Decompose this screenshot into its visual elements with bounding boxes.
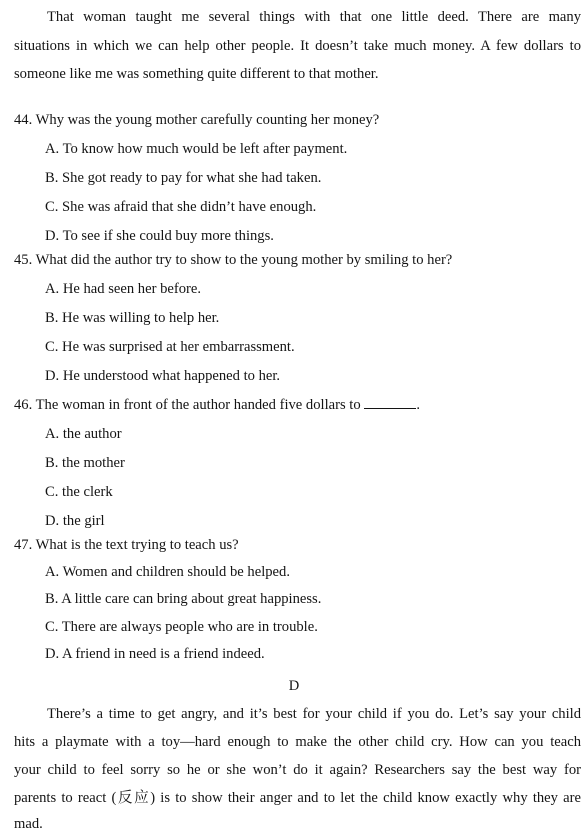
question-stem: 44. Why was the young mother carefully counting her money? [14, 112, 380, 128]
paragraph-line: situations in which we can help other people. It doesn’t take much money. A few dollars to [14, 38, 581, 54]
option-d: D. the girl [45, 513, 105, 529]
option-a: A. the author [45, 426, 122, 442]
option-d: D. A friend in need is a friend indeed. [45, 646, 265, 662]
option-c: C. There are always people who are in trouble. [45, 619, 318, 635]
paragraph-line: That woman taught me several things with that one little deed. There are many [47, 9, 581, 25]
option-a: A. To know how much would be left after payment. [45, 141, 348, 157]
option-b: B. He was willing to help her. [45, 310, 220, 326]
paragraph-line: your child to feel sorry so he or she won’t do it again? Researchers say the best way for [14, 762, 581, 778]
section-title: D [288, 678, 300, 694]
question-stem: 45. What did the author try to show to the young mother by smiling to her? [14, 252, 453, 268]
question-stem-text: 46. The woman in front of the author handed five dollars to [14, 397, 361, 413]
paragraph-line: There’s a time to get angry, and it’s best for your child if you do. Let’s say your child [47, 706, 581, 722]
option-a: A. He had seen her before. [45, 281, 201, 297]
option-b: B. A little care can bring about great happiness. [45, 591, 322, 607]
option-a: A. Women and children should be helped. [45, 564, 290, 580]
option-b: B. the mother [45, 455, 125, 471]
option-b: B. She got ready to pay for what she had taken. [45, 170, 322, 186]
question-stem: 47. What is the text trying to teach us? [14, 537, 239, 553]
paragraph-line: parents to react (反应) is to show their anger and to let the child know exactly why they are [14, 790, 581, 806]
paragraph-line: someone like me was something quite different to that mother. [14, 66, 379, 82]
question-stem [14, 396, 420, 414]
option-d: D. To see if she could buy more things. [45, 228, 274, 244]
answer-blank [364, 396, 416, 409]
option-d: D. He understood what happened to her. [45, 368, 281, 384]
paragraph-line: hits a playmate with a toy—hard enough to make the other child cry. How can you teach [14, 734, 581, 750]
option-c: C. the clerk [45, 484, 113, 500]
paragraph-line: mad. [14, 816, 43, 832]
option-c: C. She was afraid that she didn’t have enough. [45, 199, 317, 215]
question-stem-end: . [416, 397, 420, 413]
option-c: C. He was surprised at her embarrassment. [45, 339, 295, 355]
